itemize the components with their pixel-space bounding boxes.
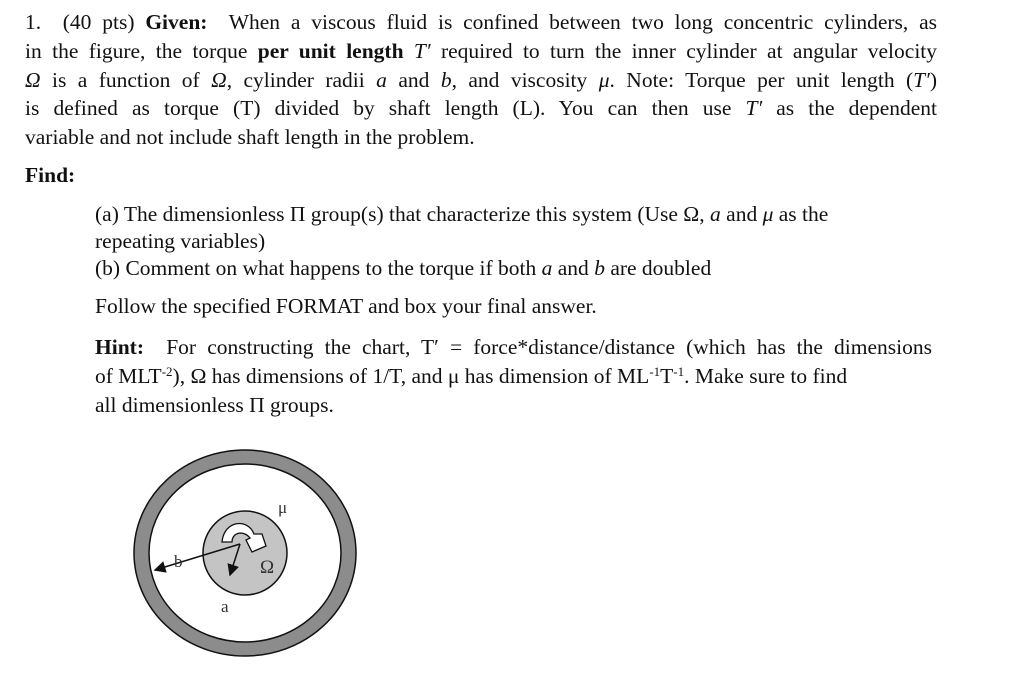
symbol: a (376, 68, 387, 92)
symbol: a (710, 202, 721, 226)
concentric-cylinders-figure (120, 440, 380, 680)
text: When a viscous fluid is confined between two long concentric cylinders, as (228, 10, 937, 34)
points: (40 pts) (62, 10, 135, 34)
superscript: -2 (161, 364, 173, 379)
part-a-line-2: repeating variables) (95, 229, 266, 253)
symbol: a (541, 256, 553, 280)
problem-line-5: variable and not include shaft length in the problem. (25, 125, 475, 149)
label-b: b (174, 552, 183, 571)
bold-text: per unit length (257, 39, 404, 63)
label-mu: μ (278, 498, 288, 517)
superscript: -1 (673, 364, 685, 379)
part-a-line-1 (95, 201, 828, 227)
label-omega: Ω (260, 557, 275, 578)
text: are doubled (610, 256, 712, 280)
text: ) (929, 68, 938, 92)
hint-line-3: all dimensionless Π groups. (95, 393, 334, 417)
problem-line-3 (25, 67, 937, 93)
text: and (557, 256, 589, 280)
hint-label: Hint: (95, 335, 144, 359)
problem-line-4 (25, 95, 937, 121)
problem-line-2 (25, 38, 937, 64)
text: required to turn the inner cylinder at angular velocity (440, 39, 938, 63)
text: of MLT (95, 364, 162, 388)
text: . Make sure to find (684, 364, 848, 388)
hint-line-2 (95, 363, 847, 389)
text: as the (778, 202, 829, 226)
text: For constructing the chart, T′ = force*distance/distance (which has the dimensions (166, 335, 933, 359)
text: and (398, 68, 430, 92)
text: (a) The dimensionless Π group(s) that characterize this system (Use Ω, (95, 202, 705, 226)
text: is defined as torque (T) divided by shaft length (L). You can then use (25, 96, 732, 120)
symbol: b (594, 256, 605, 280)
symbol: Ω (25, 68, 41, 92)
given-label: Given: (145, 10, 208, 34)
text: in the figure, the torque (25, 39, 248, 63)
text: ), Ω has dimensions of 1/T, and μ has dimension of ML (172, 364, 650, 388)
superscript: -1 (649, 364, 661, 379)
part-b (95, 255, 711, 281)
text: as the dependent (776, 96, 937, 120)
text: , cylinder radii (226, 68, 365, 92)
problem-line-1 (25, 9, 937, 35)
text: and (726, 202, 758, 226)
problem-number: 1. (25, 10, 42, 34)
inner-cylinder (203, 511, 287, 595)
hint-line-1 (95, 334, 932, 360)
symbol: μ (598, 68, 610, 92)
label-a: a (221, 597, 229, 616)
text: . Note: Torque per unit length ( (609, 68, 914, 92)
text: , and viscosity (451, 68, 588, 92)
symbol: T′ (913, 68, 930, 92)
symbol: Ω (211, 68, 227, 92)
symbol: T′ (413, 39, 431, 63)
text: (b) Comment on what happens to the torque if both (95, 256, 537, 280)
text: is a function of (51, 68, 200, 92)
symbol: b (440, 68, 452, 92)
find-label: Find: (25, 163, 76, 187)
format-instruction: Follow the specified FORMAT and box your final answer. (95, 294, 597, 318)
symbol: μ (762, 202, 774, 226)
symbol: T′ (745, 96, 763, 120)
text: T (660, 364, 674, 388)
